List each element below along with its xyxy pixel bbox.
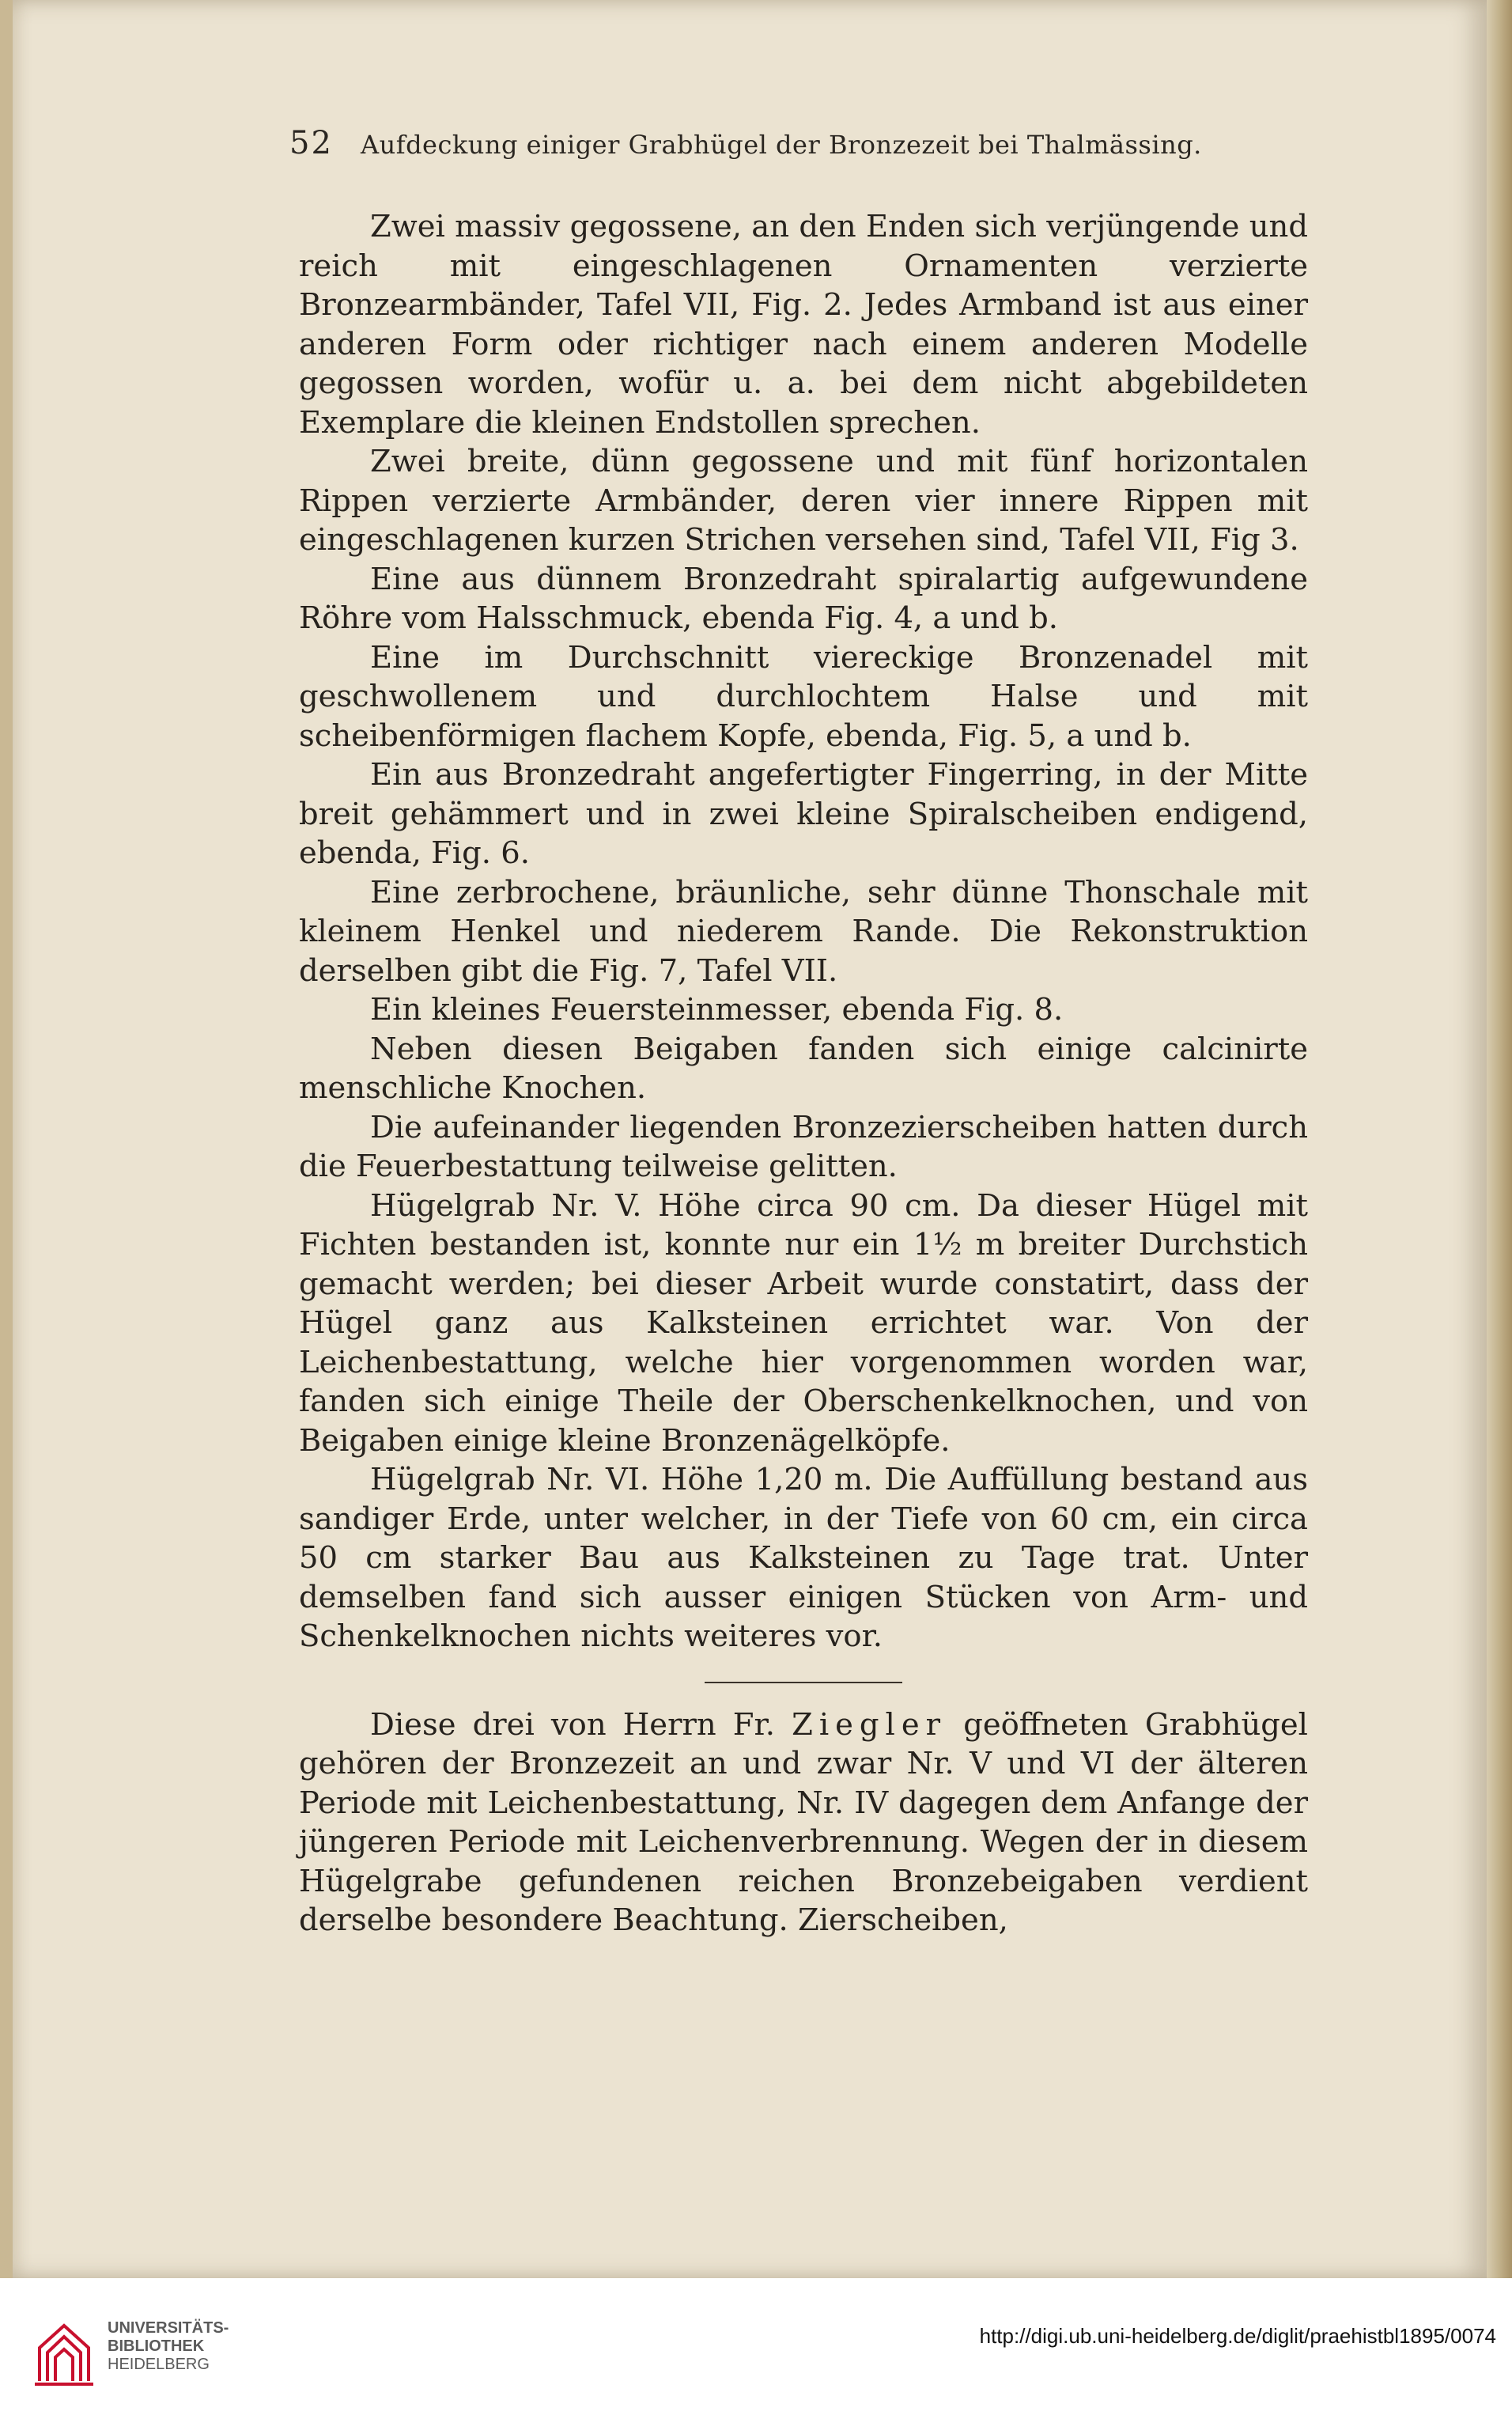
paragraph-huegelgrab-vi: Hügelgrab Nr. VI. Höhe 1,20 m. Die Auffüllung bestand aus sandiger Erde, unter welcher, in der Tiefe von 60 cm, ein circa 50 cm starker Bau aus Kalksteinen zu Tage trat. Unter demselben fand sich ausser einigen Stücken von Arm- und Schenkelknochen nichts weiteres vor. [299,1462,1308,1654]
paragraph-thonschale: Eine zerbrochene, bräunliche, sehr dünne Thonschale mit kleinem Henkel und niederem Rande. Die Rekonstruktion derselben gibt die Fig. 7, Tafel VII. [299,874,1308,989]
paragraph-zierscheiben: Die aufeinander liegenden Bronzezierscheiben hatten durch die Feuerbestattung teilweise gelitten. [299,1109,1308,1184]
paragraph-halsschmuck: Eine aus dünnem Bronzedraht spiralartig aufgewundene Röhre vom Halsschmuck, ebenda Fig. 4, a und b. [299,561,1308,636]
page-edge [1487,0,1512,2278]
paragraph-fingerring: Ein aus Bronzedraht angefertigter Fingerring, in der Mitte breit gehämmert und in zwei kleine Spiralscheiben endigend, ebenda, Fig. 6. [299,757,1308,871]
running-title: Aufdeckung einiger Grabhügel der Bronzezeit bei Thalmässing. [361,130,1202,160]
page-number: 52 [289,125,333,161]
closing-text-before: Diese drei von Herrn Fr. [370,1706,775,1743]
footer-bar [0,2278,1512,2415]
institution-line-2: BIBLIOTHEK [108,2337,205,2355]
institution-line-3: HEIDELBERG [108,2356,210,2373]
source-url[interactable]: http://digi.ub.uni-heidelberg.de/diglit/praehistbl1895/0074 [979,2324,1496,2348]
closing-text-after: geöffneten Grabhügel gehören der Bronzezeit an und zwar Nr. V und VI der älteren Periode mit Leichenbestattung, Nr. IV dagegen dem Anfange der jüngeren Periode mit Leichenverbrennung. Wegen der in diesem Hügelgrabe gefundenen reichen Bronzebeigaben verdient derselbe besondere Beachtung. Zierscheiben, [299,1706,1308,1938]
paragraph-huegelgrab-v: Hügelgrab Nr. V. Höhe circa 90 cm. Da dieser Hügel mit Fichten bestanden ist, konnte nur ein 1½ m breiter Durchstich gemacht werden; bei dieser Arbeit wurde constatirt, dass der Hügel ganz aus Kalksteinen errichtet war. Von der Leichenbestattung, welche hier vorgenommen worden war, fanden sich einige Theile der Oberschenkelknochen, und von Beigaben einige kleine Bronzenägelköpfe. [299,1187,1308,1459]
author-name: Ziegler [792,1706,947,1743]
institution-name [108,2319,229,2374]
section-divider [705,1682,902,1683]
institution-line-1: UNIVERSITÄTS- [108,2319,229,2337]
paragraph-bronzenadel: Eine im Durchschnitt viereckige Bronzenadel mit geschwollenem und durchlochtem Halse und mit scheibenförmigen flachem Kopfe, ebenda, Fig. 5, a und b. [299,639,1308,754]
university-library-logo-icon [33,2316,95,2387]
paragraph-knochen: Neben diesen Beigaben fanden sich einige calcinirte menschliche Knochen. [299,1031,1308,1106]
paragraph-feuersteinmesser: Ein kleines Feuersteinmesser, ebenda Fig. 8. [370,992,1064,1028]
paragraph-closing [299,1705,1308,1940]
paper-sheet [13,0,1487,2278]
body-text [299,207,1308,1940]
page-header [289,125,1317,172]
paragraph-armbaender: Zwei massiv gegossene, an den Enden sich verjüngende und reich mit eingeschlagenen Ornamenten verzierte Bronzearmbänder, Tafel VII, Fig. 2. Jedes Armband ist aus einer anderen Form oder richtiger nach einem anderen Modelle gegossen worden, wofür u. a. bei dem nicht abgebildeten Exemplare die kleinen Endstollen sprechen. [299,209,1308,441]
paragraph-rippen-armbaender: Zwei breite, dünn gegossene und mit fünf horizontalen Rippen verzierte Armbänder, deren vier innere Rippen mit eingeschlagenen kurzen Strichen versehen sind, Tafel VII, Fig 3. [299,444,1308,558]
